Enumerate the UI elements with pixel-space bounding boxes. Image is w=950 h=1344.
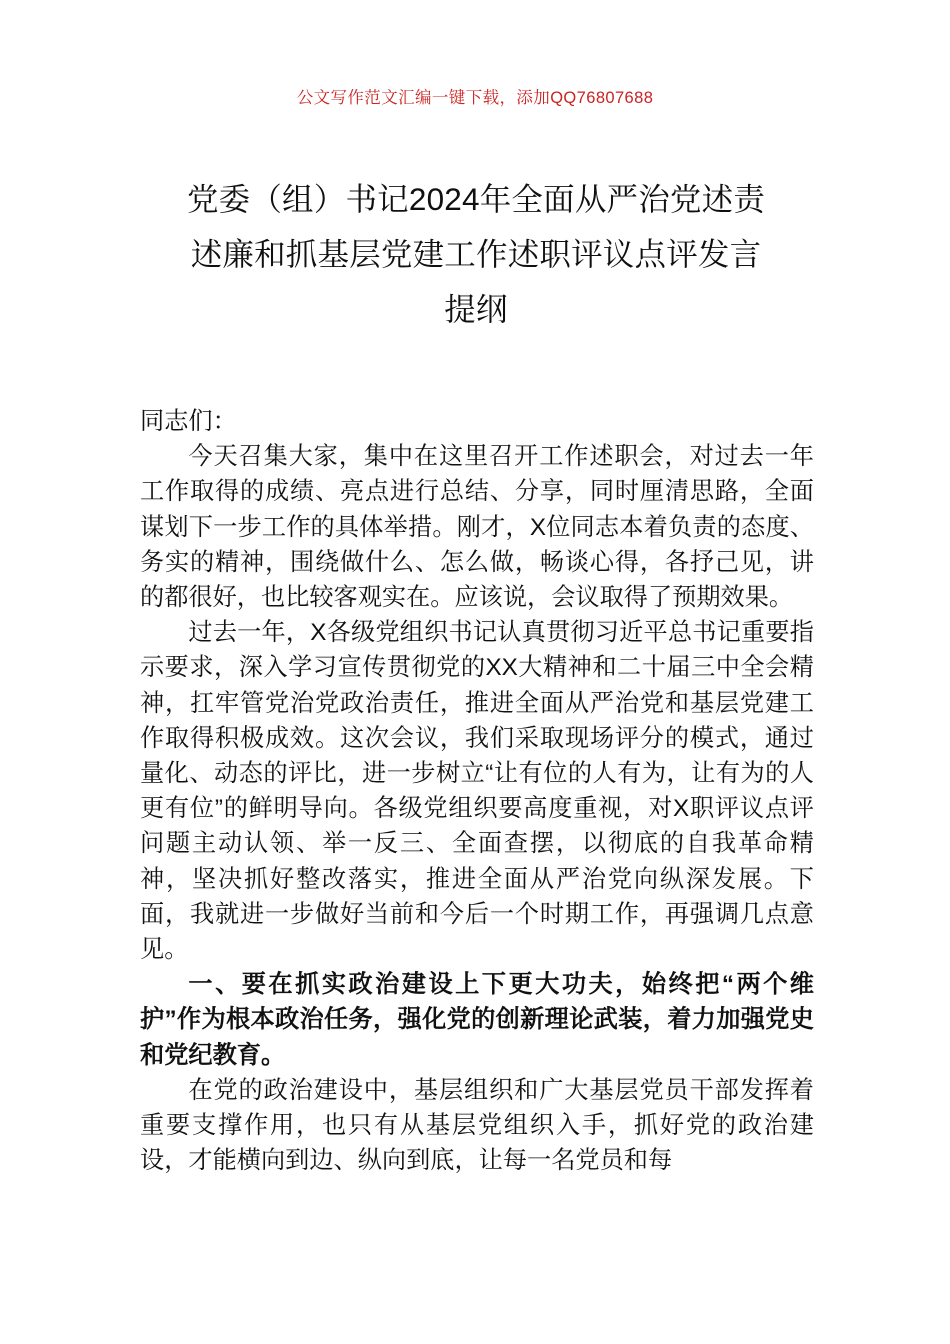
document-title [140, 172, 812, 337]
title-line-3: 提纲 [444, 291, 508, 327]
document-body [140, 404, 814, 1178]
body-paragraph-3: 在党的政治建设中，基层组织和广大基层党员干部发挥着重要支撑作用，也只有从基层党组织入手，抓好党的政治建设，才能横向到边、纵向到底，让每一名党员和每 [140, 1076, 814, 1175]
promo-watermark-header [0, 84, 950, 108]
title-line-2: 述廉和抓基层党建工作述职评议点评发言 [190, 236, 762, 272]
promo-watermark-text: 公文写作范文汇编一键下载，添加QQ76807688 [296, 89, 654, 107]
section-heading-1: 一、要在抓实政治建设上下更大功夫，始终把“两个维护”作为根本政治任务，强化党的创新理论武装，着力加强党史和党纪教育。 [140, 971, 814, 1069]
salutation-line: 同志们： [140, 408, 237, 435]
body-paragraph-2: 过去一年，X各级党组织书记认真贯彻习近平总书记重要指示要求，深入学习宣传贯彻党的XX大精神和二十届三中全会精神，扛牢管党治党政治责任，推进全面从严治党和基层党建工作取得积极成效。这次会议，我们采取现场评分的模式，通过量化、动态的评比，进一步树立“让有位的人有为，让有为的人更有位”的鲜明导向。各级党组织要高度重视，对X职评议点评问题主动认领、举一反三、全面查摆，以彻底的自我革命精神，坚决抓好整改落实，推进全面从严治党向纵深发展。下面，我就进一步做好当前和今后一个时期工作，再强调几点意见。 [140, 619, 814, 964]
title-line-1: 党委（组）书记2024年全面从严治党述责 [186, 181, 766, 217]
body-paragraph-1: 今天召集大家，集中在这里召开工作述职会，对过去一年工作取得的成绩、亮点进行总结、分享，同时厘清思路，全面谋划下一步工作的具体举措。刚才，X位同志本着负责的态度、务实的精神，围绕做什么、怎么做，畅谈心得，各抒己见，讲的都很好，也比较客观实在。应该说，会议取得了预期效果。 [140, 443, 814, 612]
